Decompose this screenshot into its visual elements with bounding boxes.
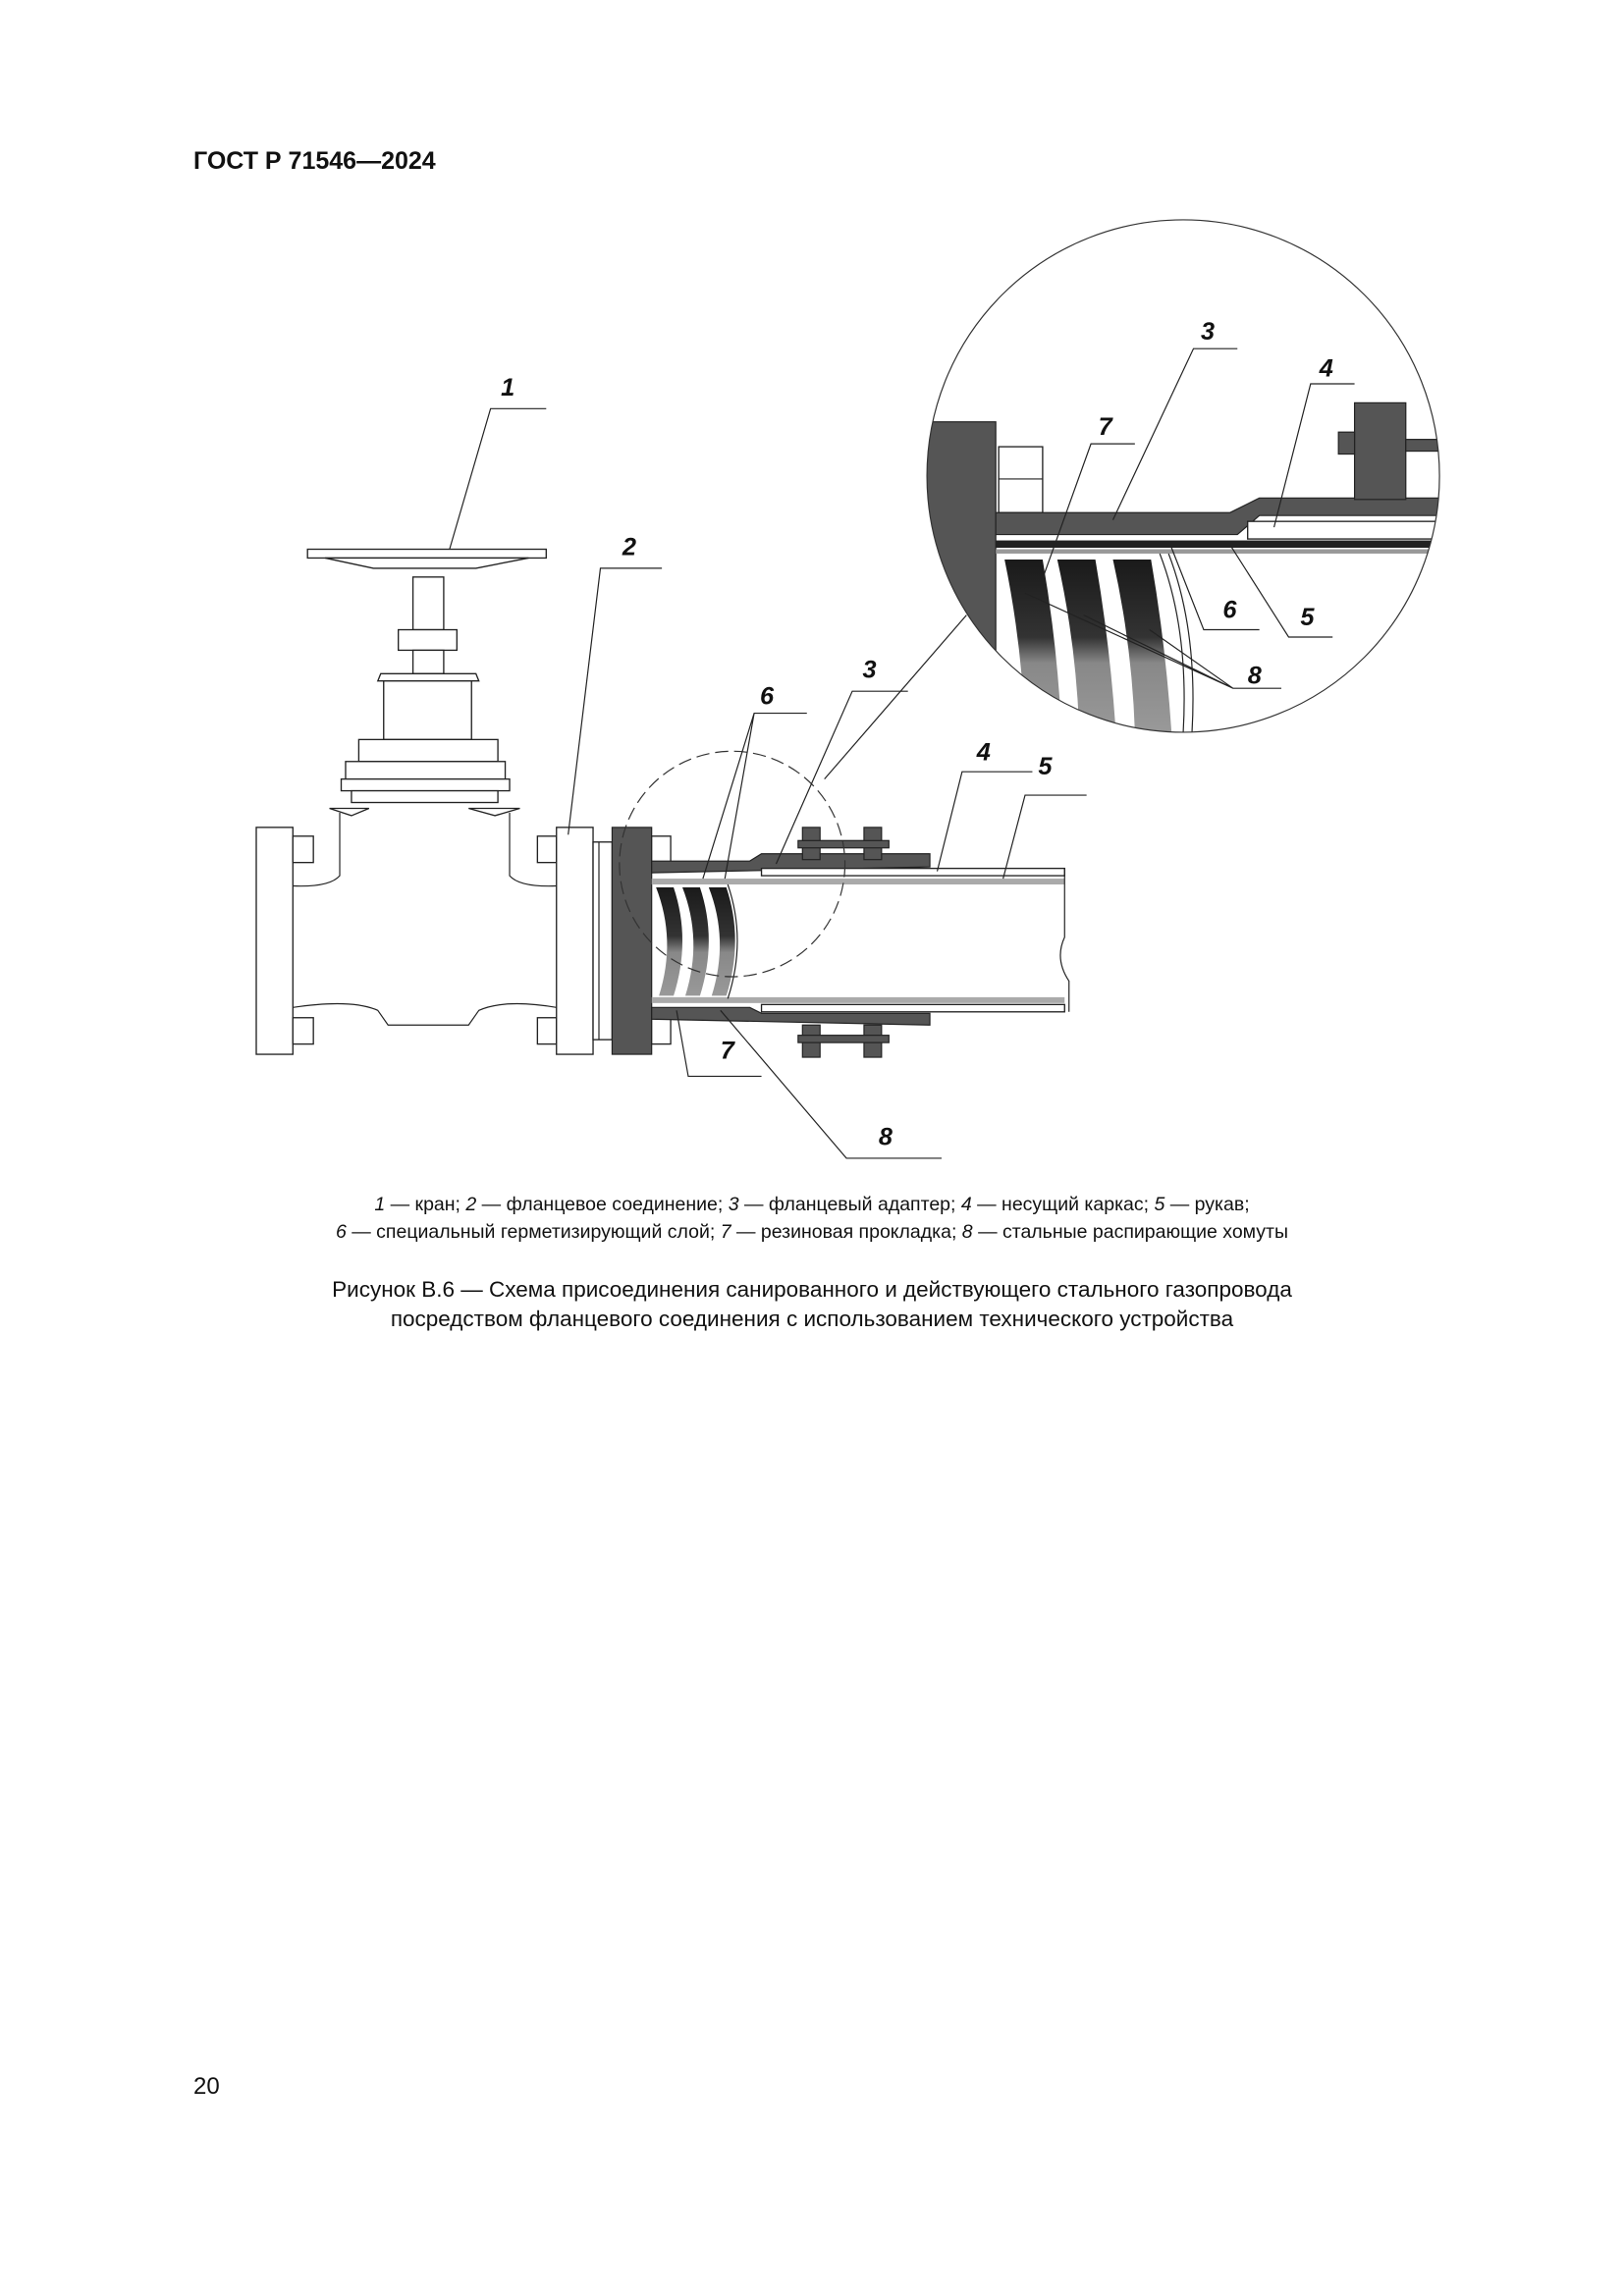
legend-line-1 bbox=[0, 1191, 1624, 1218]
legend-text: — фланцевое соединение; bbox=[476, 1194, 729, 1215]
detail-label-7: 7 bbox=[1098, 413, 1112, 442]
valve bbox=[256, 550, 557, 1055]
document-header: ГОСТ Р 71546—2024 bbox=[193, 147, 436, 175]
label-1: 1 bbox=[501, 373, 515, 401]
detail-label-5: 5 bbox=[1300, 604, 1315, 632]
figure-caption bbox=[0, 1275, 1624, 1334]
legend-num: 7 bbox=[720, 1221, 731, 1243]
legend-text: — резиновая прокладка; bbox=[731, 1221, 962, 1243]
label-3: 3 bbox=[862, 656, 877, 684]
legend-num: 2 bbox=[465, 1194, 477, 1215]
legend-num: 6 bbox=[335, 1221, 347, 1243]
legend-num: 8 bbox=[961, 1221, 973, 1243]
caption-line-1: Рисунок В.6 — Схема присоединения санированного и действующего стального газопровода bbox=[332, 1277, 1292, 1302]
caption-line-2: посредством фланцевого соединения с использованием технического устройства bbox=[390, 1307, 1234, 1331]
pipe-assembly bbox=[620, 615, 1069, 1057]
detail-label-3: 3 bbox=[1200, 318, 1216, 347]
detail-label-8: 8 bbox=[1247, 662, 1262, 690]
label-5: 5 bbox=[1038, 753, 1053, 781]
label-2: 2 bbox=[622, 533, 636, 561]
legend-line-2 bbox=[0, 1218, 1624, 1246]
figure-legend bbox=[0, 1191, 1624, 1246]
page-number: 20 bbox=[193, 2073, 220, 2100]
detail-label-4: 4 bbox=[1319, 354, 1333, 383]
legend-num: 1 bbox=[374, 1194, 386, 1215]
legend-text: — несущий каркас; bbox=[971, 1194, 1155, 1215]
flange-connection bbox=[537, 828, 671, 1054]
legend-text: — рукав; bbox=[1164, 1194, 1250, 1215]
label-4: 4 bbox=[976, 738, 991, 767]
legend-num: 5 bbox=[1154, 1194, 1165, 1215]
legend-text: — фланцевый адаптер; bbox=[738, 1194, 961, 1215]
legend-text: — стальные распирающие хомуты bbox=[972, 1221, 1288, 1243]
detail-view bbox=[879, 220, 1453, 744]
legend-text: — специальный герметизирующий слой; bbox=[346, 1221, 721, 1243]
label-6: 6 bbox=[760, 682, 775, 711]
legend-num: 3 bbox=[728, 1194, 739, 1215]
detail-label-6: 6 bbox=[1222, 596, 1237, 624]
legend-text: — кран; bbox=[385, 1194, 466, 1215]
legend-num: 4 bbox=[960, 1194, 972, 1215]
label-7: 7 bbox=[720, 1037, 734, 1065]
label-8: 8 bbox=[878, 1123, 893, 1151]
